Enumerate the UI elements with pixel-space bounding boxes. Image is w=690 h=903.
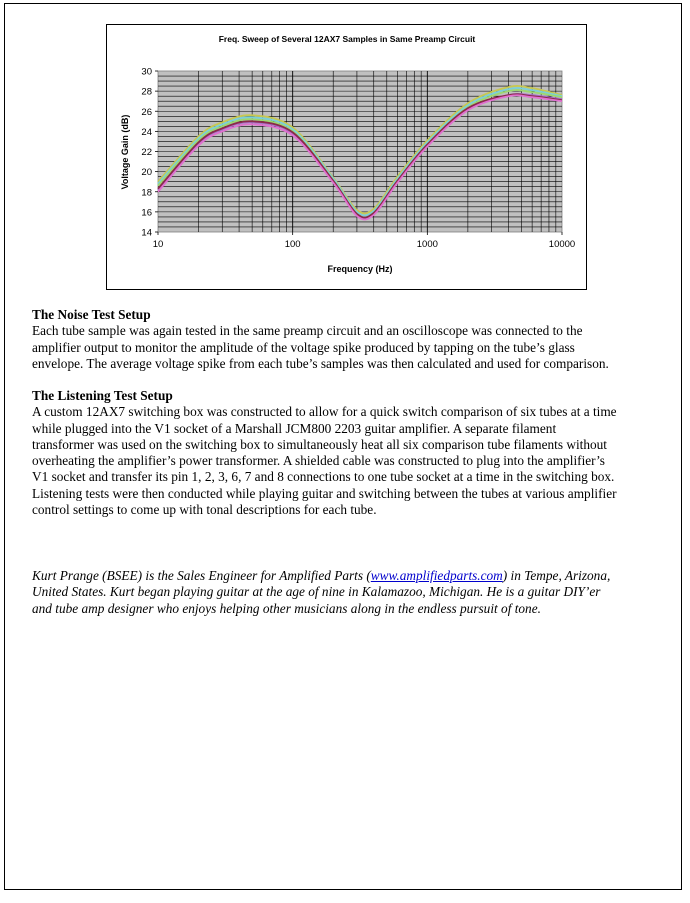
listening-line-7: control settings to come up with tonal descriptions for each tube.	[32, 502, 377, 518]
listening-line-1: A custom 12AX7 switching box was constructed to allow for a quick switch comparison of six tubes at a time	[32, 404, 617, 420]
chart-svg	[107, 25, 586, 289]
amplifiedparts-link[interactable]: www.amplifiedparts.com	[370, 568, 503, 583]
listening-line-5: V1 socket and transfer its pin 1, 2, 3, 6, 7 and 8 connections to one tube socket at a time in the switching box.	[32, 469, 615, 485]
listening-test-section	[32, 388, 662, 518]
listening-line-6: Listening tests were then conducted while playing guitar and switching between the tubes at various amplifier	[32, 485, 617, 501]
noise-line-1: Each tube sample was again tested in the same preamp circuit and an oscilloscope was connected to the	[32, 323, 583, 339]
y-axis-label: Voltage Gain (dB)	[120, 114, 130, 190]
bio-line-1-start: Kurt Prange (BSEE) is the Sales Engineer for Amplified Parts (	[32, 568, 371, 583]
y-tick-label: 16	[141, 207, 152, 219]
y-tick-label: 14	[141, 227, 152, 239]
y-tick-label: 28	[141, 86, 152, 98]
noise-test-heading: The Noise Test Setup	[32, 307, 151, 322]
bio-line-1	[32, 568, 662, 584]
chart-title: Freq. Sweep of Several 12AX7 Samples in Same Preamp Circuit	[218, 34, 476, 44]
y-tick-label: 26	[141, 106, 152, 118]
x-axis-label: Frequency (Hz)	[327, 264, 393, 274]
noise-line-3: envelope. The average voltage spike from each tube’s samples was then calculated and used for comparison.	[32, 355, 609, 371]
y-tick-label: 24	[141, 126, 152, 138]
x-tick-label: 10	[152, 239, 164, 250]
y-tick-label: 20	[141, 167, 152, 179]
bio-line-3: and tube amp designer who enjoys helping other musicians along in the endless pursuit of tone.	[32, 600, 541, 616]
listening-line-3: transformer was used on the switching box to simultaneously heat all six comparison tube filaments without	[32, 436, 607, 452]
listening-line-4: overheating the amplifier’s power transformer. A shielded cable was constructed to plug into the amplifier’s	[32, 453, 605, 469]
listening-line-2: while plugged into the V1 socket of a Marshall JCM800 2203 guitar amplifier. A separate filament	[32, 420, 557, 436]
document-page	[4, 3, 682, 890]
y-tick-label: 22	[141, 147, 152, 158]
x-tick-label: 1000	[416, 239, 438, 250]
bio-line-1-end: ) in Tempe, Arizona,	[502, 568, 611, 583]
frequency-sweep-chart	[106, 24, 587, 290]
listening-test-heading: The Listening Test Setup	[32, 388, 173, 403]
author-bio	[32, 568, 662, 617]
bio-line-2: United States. Kurt began playing guitar at the age of nine in Kalamazoo, Michigan. He is a guitar DIY’er	[32, 584, 601, 600]
y-tick-label: 30	[141, 66, 152, 78]
noise-line-2: amplifier output to monitor the amplitude of the voltage spike produced by tapping on the tube’s glass	[32, 339, 575, 355]
y-tick-label: 18	[141, 187, 152, 199]
x-tick-label: 10000	[548, 239, 576, 250]
x-tick-label: 100	[284, 239, 301, 250]
noise-test-section	[32, 307, 662, 372]
